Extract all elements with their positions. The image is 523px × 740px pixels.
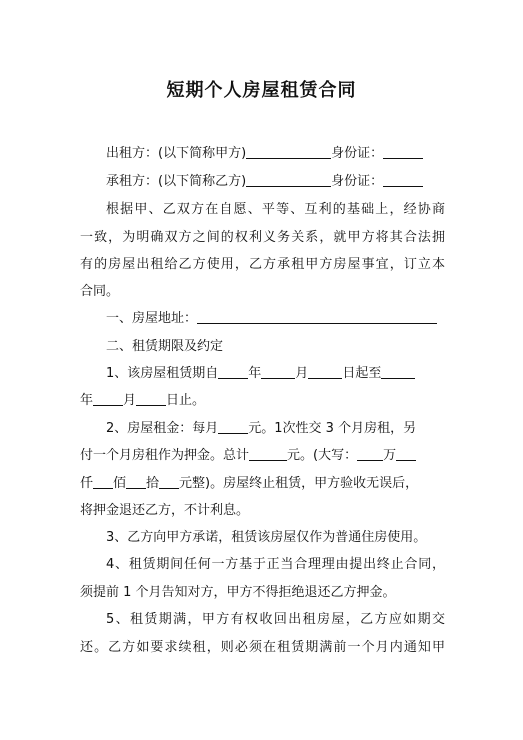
intro-line-2: 一致，为明确双方之间的权利义务关系，就甲方将其合法拥 <box>80 230 445 245</box>
address-blank <box>197 311 437 324</box>
section2-heading: 二、租赁期限及约定 <box>106 339 224 354</box>
lessor-id-blank <box>383 146 423 159</box>
clause2-line-3: 仟 佰 拾 元整)。房屋终止租赁，甲方验收无误后， <box>80 476 419 491</box>
contract-title: 短期个人房屋租赁合同 <box>166 80 357 101</box>
intro-line-4: 合同。 <box>80 284 120 299</box>
intro-line-1: 根据甲、乙双方在自愿、平等、互利的基础上，经协商 <box>106 202 445 217</box>
section1-address: 一、房屋地址： <box>106 311 445 327</box>
lessee-name-blank <box>246 174 331 187</box>
clause2-line-4: 将押金退还乙方，不计利息。 <box>80 503 250 518</box>
clause1-line-2: 年 月 日止。 <box>80 393 206 408</box>
lessee-id-blank <box>383 174 423 187</box>
clause3: 3、乙方向甲方承诺，租赁该房屋仅作为普通住房使用。 <box>106 530 427 545</box>
clause5-line-1: 5、租赁期满，甲方有权收回出租房屋，乙方应如期交 <box>106 612 445 627</box>
lessee-line: 承租方：(以下简称乙方) 身份证： <box>106 174 445 190</box>
intro-line-3: 有的房屋出租给乙方使用，乙方承租甲方房屋事宜，订立本 <box>80 257 445 272</box>
clause4-line-1: 4、租赁期间任何一方基于正当合理理由提出终止合同， <box>106 557 445 572</box>
lessor-name-blank <box>246 146 331 159</box>
clause2-line-2: 付一个月房租作为押金。总计 元。(大写： 万 <box>80 448 445 464</box>
clause5-line-2: 还。乙方如要求续租，则必须在租赁期满前一个月内通知甲 <box>80 640 445 655</box>
clause4-line-2: 须提前 1 个月告知对方，甲方不得拒绝退还乙方押金。 <box>80 585 396 600</box>
lessor-line: 出租方：(以下简称甲方) 身份证： <box>106 146 445 162</box>
clause2-line-1: 2、房屋租金：每月 元。1次性交 3 个月房租，另 <box>106 421 417 436</box>
clause1-line-1: 1、该房屋租赁期自 年 月 日起至 <box>106 366 445 382</box>
